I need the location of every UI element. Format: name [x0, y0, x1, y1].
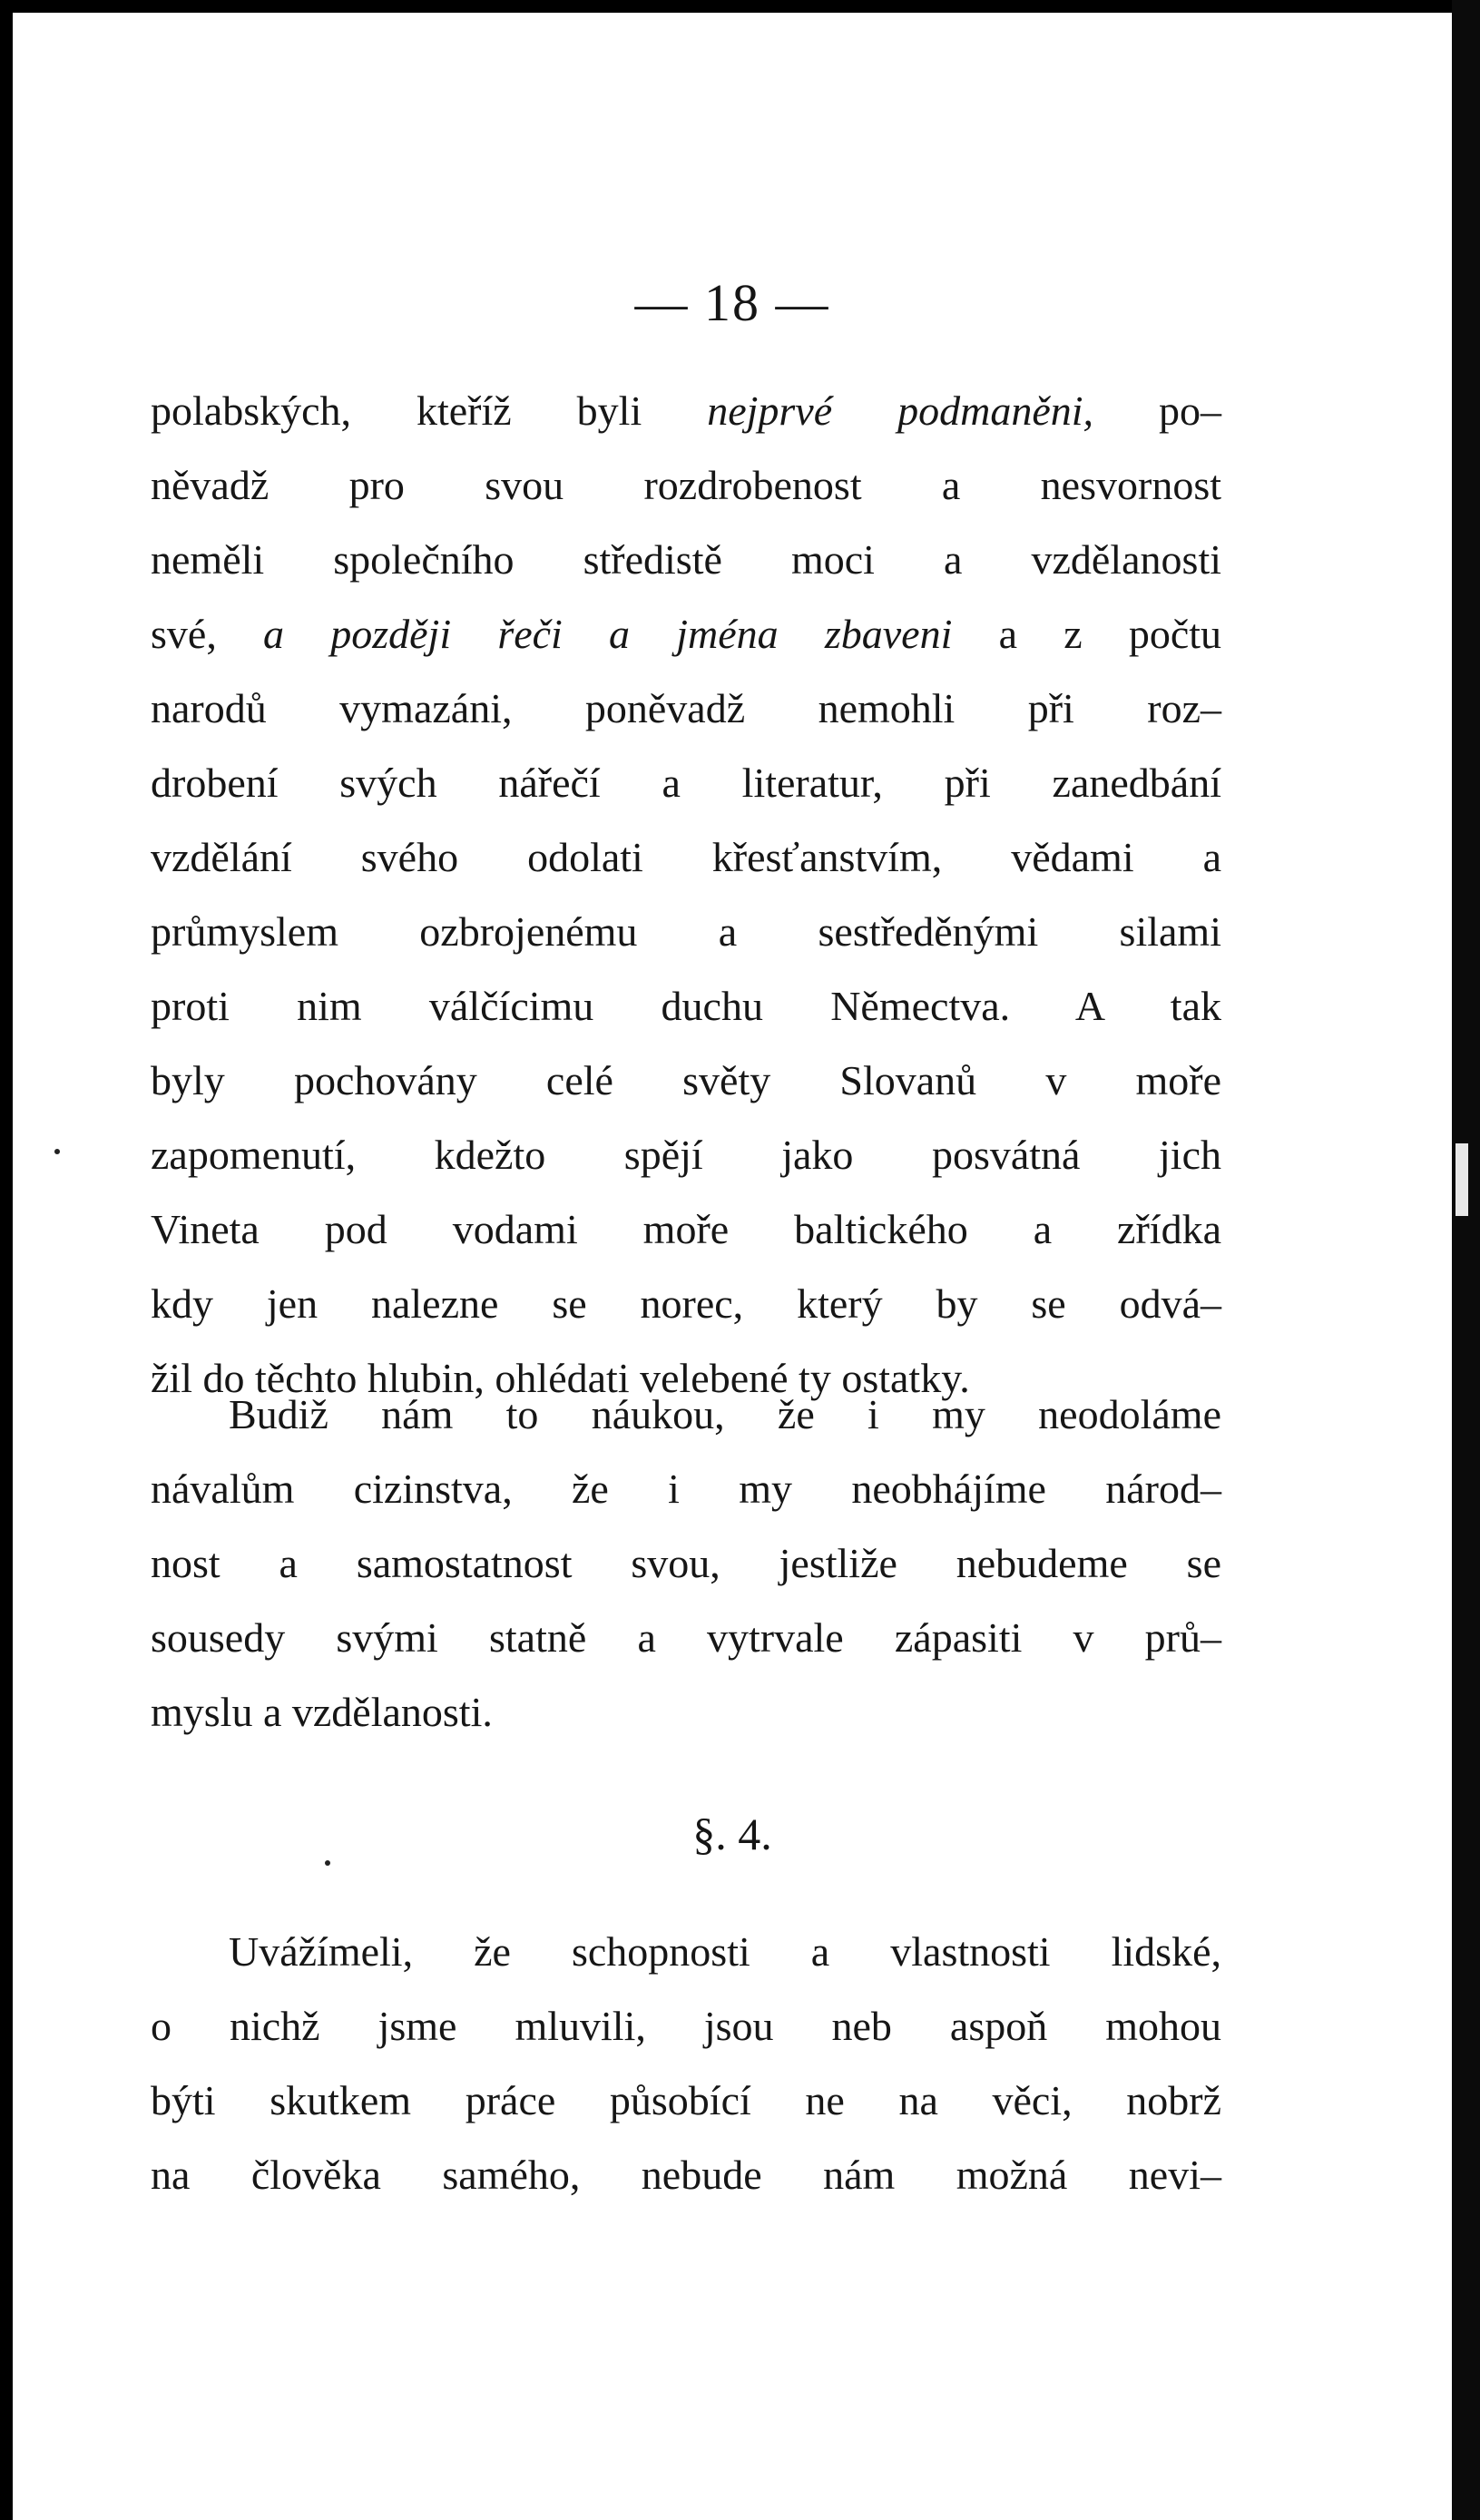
paragraph-1 — [151, 374, 1221, 1416]
text-line: kdy jen nalezne se norec, který by se odvá– — [151, 1280, 1221, 1327]
text-line: o nichž jsme mluvili, jsou neb aspoň mohou — [151, 2003, 1221, 2049]
italic-phrase: nejprvé podmaněni, — [707, 387, 1094, 434]
book-page — [13, 13, 1452, 2520]
text-line: byly pochovány celé světy Slovanů v moře — [151, 1057, 1221, 1103]
text-line: průmyslem ozbrojenému a sestředěnými silami — [151, 908, 1221, 955]
paragraph-3 — [151, 1915, 1221, 2212]
text-line: na člověka samého, nebude nám možná nevi– — [151, 2152, 1221, 2198]
text-line: Budiž nám to náukou, že i my neodoláme — [229, 1391, 1221, 1437]
text-line: polabských, kteříž byli nejprvé podmaněni, po– — [151, 387, 1221, 434]
text-line: návalům cizinstva, že i my neobhájíme národ– — [151, 1466, 1221, 1512]
text-line: drobení svých nářečí a literatur, při zanedbání — [151, 760, 1221, 806]
text-line: myslu a vzdělanosti. — [151, 1689, 493, 1735]
scan-border-artifact — [1455, 1143, 1468, 1216]
text-line: nost a samostatnost svou, jestliže nebudeme se — [151, 1540, 1221, 1586]
text-line: své, a později řeči a jména zbaveni a z počtu — [151, 611, 1222, 657]
text-line: Uvážímeli, že schopnosti a vlastnosti lidské, — [229, 1928, 1221, 1975]
text-line: něvadž pro svou rozdrobenost a nesvornost — [151, 462, 1221, 508]
text-line: proti nim válčícimu duchu Němectva. A tak — [151, 983, 1221, 1029]
text-line: zapomenutí, kdežto spějí jako posvátná jich — [151, 1132, 1221, 1178]
scan-border — [1452, 0, 1480, 2520]
text-line: vzdělání svého odolati křesťanstvím, vědami a — [151, 834, 1221, 880]
text-line: neměli společního středistě moci a vzdělanosti — [151, 536, 1221, 583]
text-line: žil do těchto hlubin, ohlédati velebené ty ostatky. — [151, 1355, 970, 1401]
page-number: — 18 — — [634, 273, 830, 332]
text-line: býti skutkem práce působící ne na věci, nobrž — [151, 2077, 1221, 2123]
section-heading: §. 4. — [692, 1809, 772, 1859]
italic-phrase: a později řeči a jména zbaveni — [263, 611, 953, 657]
text-line: Vineta pod vodami moře baltického a zřídka — [151, 1206, 1221, 1252]
ink-speck — [325, 1860, 330, 1866]
text-line: narodů vymazáni, poněvadž nemohli při roz– — [151, 685, 1221, 731]
ink-speck — [54, 1149, 60, 1154]
text-line: sousedy svými statně a vytrvale zápasiti v prů– — [151, 1614, 1221, 1661]
paragraph-2 — [151, 1378, 1221, 1750]
